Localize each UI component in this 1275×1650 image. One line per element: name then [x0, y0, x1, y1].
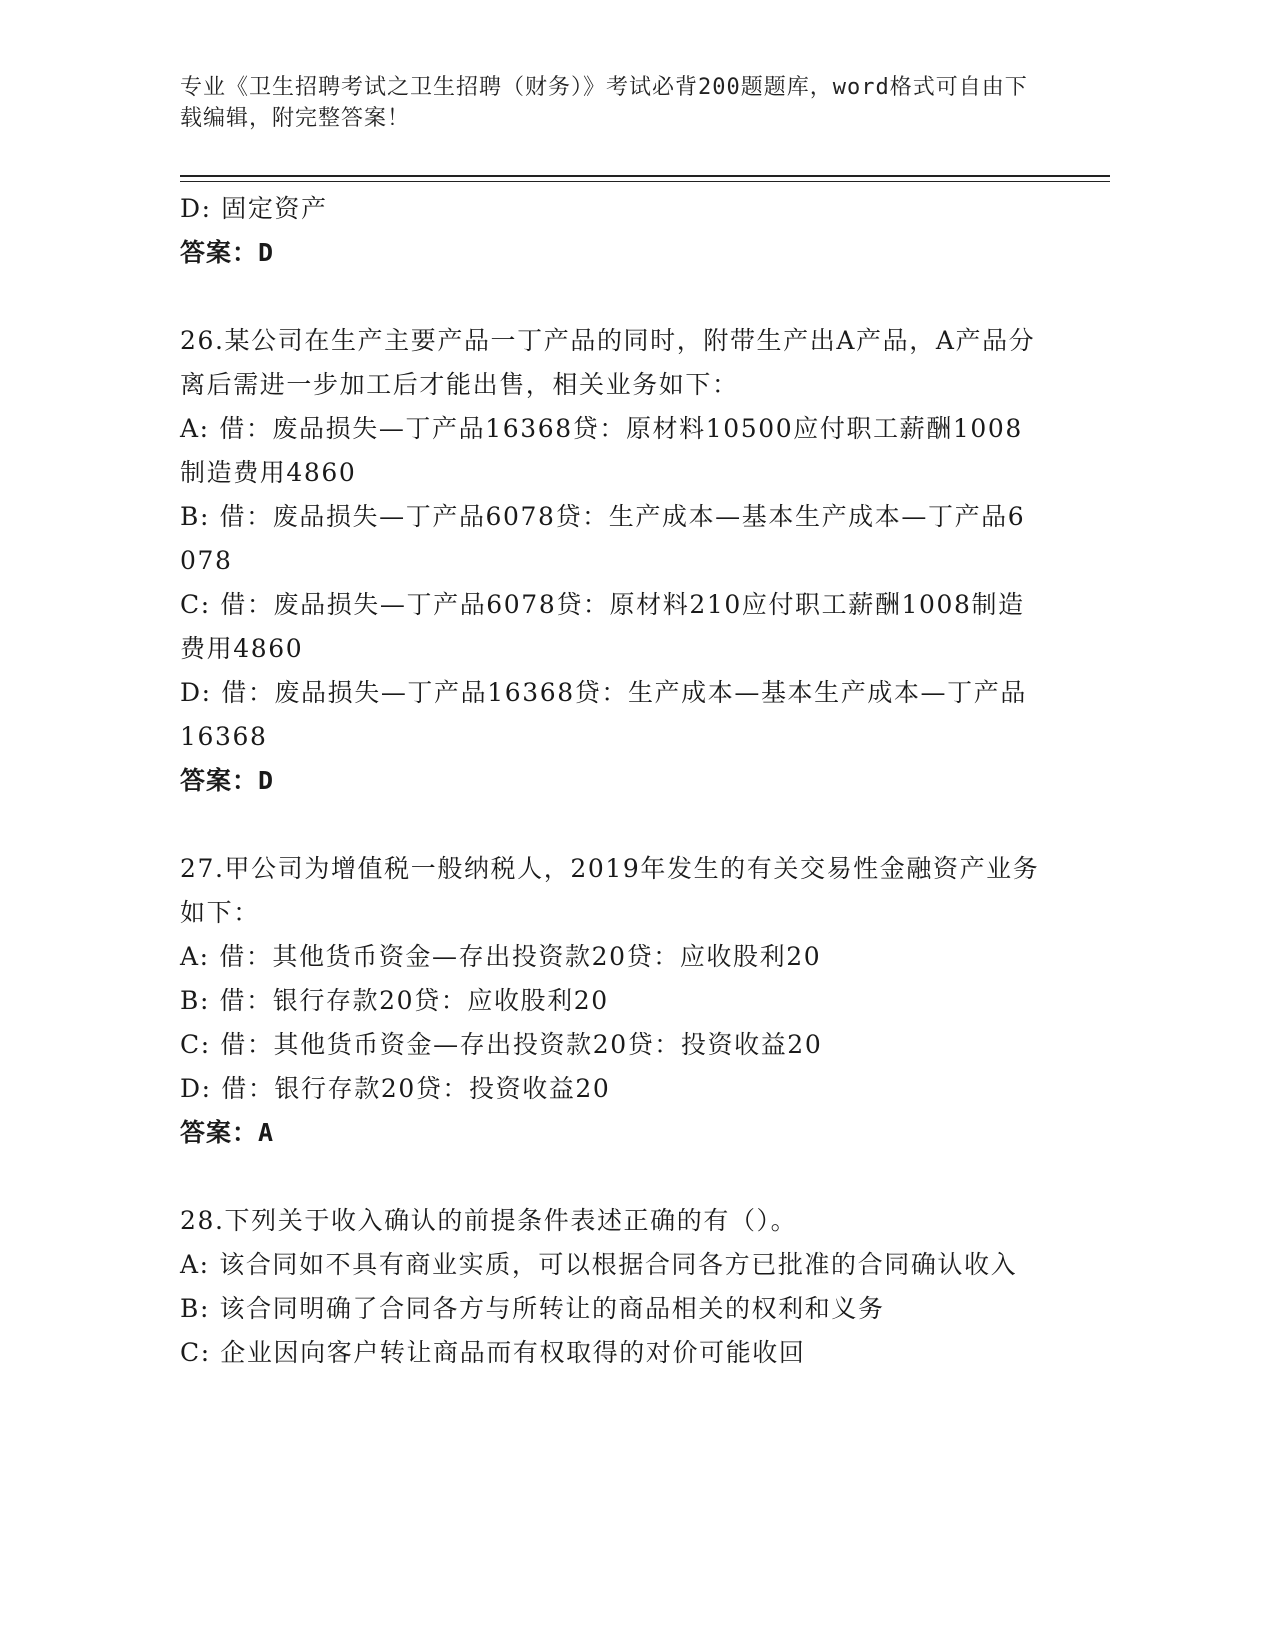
question-27: [180, 847, 1040, 1155]
question-28: [180, 1199, 1040, 1375]
question-26-stem: 26.某公司在生产主要产品一丁产品的同时，附带生产出A产品，A产品分离后需进一步加工后才能出售，相关业务如下：: [180, 326, 1036, 399]
question-28-option-b: B: 该合同明确了合同各方与所转让的商品相关的权利和义务: [180, 1294, 885, 1323]
question-26-option-b: B: 借：废品损失—丁产品6078贷：生产成本—基本生产成本—丁产品6078: [180, 502, 1026, 575]
question-27-stem: 27.甲公司为增值税一般纳税人，2019年发生的有关交易性金融资产业务如下：: [180, 854, 1040, 927]
question-28-option-c: C: 企业因向客户转让商品而有权取得的对价可能收回: [180, 1338, 806, 1367]
spacer: [180, 1155, 1040, 1199]
question-26: [180, 319, 1040, 803]
question-26-option-d: D: 借：废品损失—丁产品16368贷：生产成本—基本生产成本—丁产品16368: [180, 678, 1027, 751]
question-27-option-c: C: 借：其他货币资金—存出投资款20贷：投资收益20: [180, 1030, 823, 1059]
question-26-answer: 答案：D: [180, 766, 275, 795]
question-27-option-a: A: 借：其他货币资金—存出投资款20贷：应收股利20: [180, 942, 822, 971]
prev-question-answer: 答案：D: [180, 238, 275, 267]
spacer: [180, 275, 1040, 319]
page-header: 专业《卫生招聘考试之卫生招聘（财务）》考试必背200题题库，word格式可自由下载编辑，附完整答案！: [180, 75, 1028, 131]
question-27-answer: 答案：A: [180, 1118, 275, 1147]
question-26-option-a: A: 借：废品损失—丁产品16368贷：原材料10500应付职工薪酬1008制造费用4860: [180, 414, 1023, 487]
prev-question-option-d: D: 固定资产: [180, 194, 328, 223]
document-body: [180, 187, 1040, 1375]
spacer: [180, 803, 1040, 847]
header-rule-thick: [180, 175, 1110, 177]
question-27-option-d: D: 借：银行存款20贷：投资收益20: [180, 1074, 611, 1103]
question-28-stem: 28.下列关于收入确认的前提条件表述正确的有（）。: [180, 1206, 798, 1235]
header-rule-thin: [180, 181, 1110, 182]
question-27-option-b: B: 借：银行存款20贷：应收股利20: [180, 986, 609, 1015]
question-28-option-a: A: 该合同如不具有商业实质，可以根据合同各方已批准的合同确认收入: [180, 1250, 1018, 1279]
question-26-option-c: C: 借：废品损失—丁产品6078贷：原材料210应付职工薪酬1008制造费用4860: [180, 590, 1025, 663]
